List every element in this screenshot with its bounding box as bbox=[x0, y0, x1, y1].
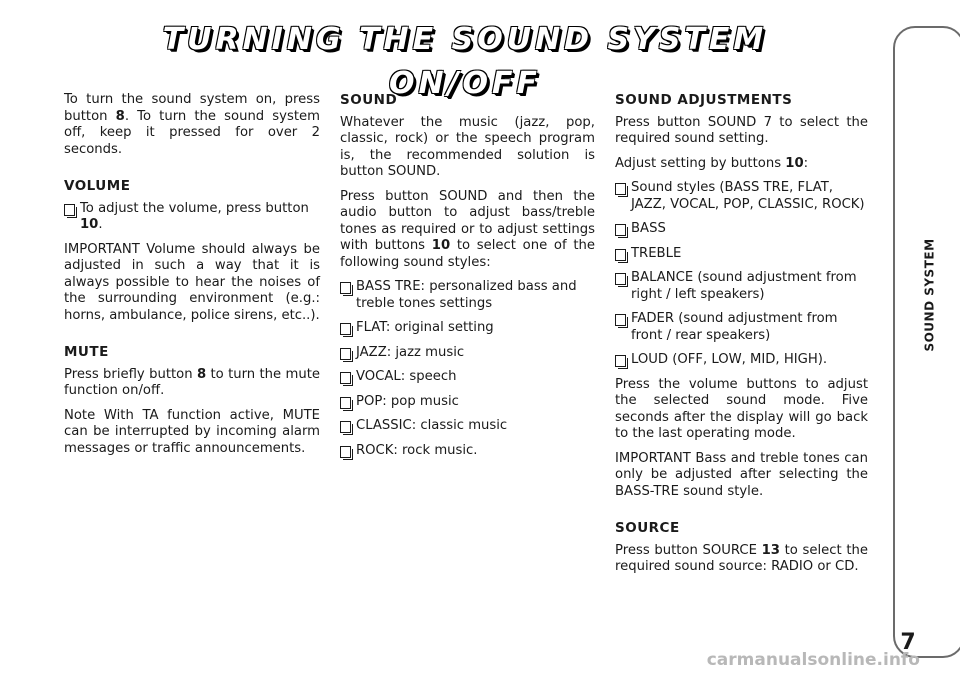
checkbox-bullet-icon bbox=[615, 183, 626, 195]
list-item: CLASSIC: classic music bbox=[340, 418, 595, 435]
checkbox-bullet-icon bbox=[615, 249, 626, 261]
mute-heading: MUTE bbox=[64, 344, 109, 360]
list-item: POP: pop music bbox=[340, 394, 595, 411]
checkbox-bullet-icon bbox=[340, 282, 351, 294]
list-item: FADER (sound adjustment from front / rear speakers) bbox=[615, 311, 868, 344]
list-item: Sound styles (BASS TRE, FLAT, JAZZ, VOCAL, POP, CLASSIC, ROCK) bbox=[615, 180, 868, 213]
volume-important-note: IMPORTANT Volume should always be adjusted in such a way that it is always possible to hear the noises of the surrounding environment (e.g.: horns, ambulance, police sirens, etc..). bbox=[64, 241, 320, 323]
checkbox-bullet-icon bbox=[615, 355, 626, 367]
mute-note: Note With TA function active, MUTE can be interrupted by incoming alarm messages or traffic announcements. bbox=[64, 407, 320, 456]
mute-paragraph: Press briefly button 8 to turn the mute function on/off. bbox=[64, 366, 320, 398]
list-item: LOUD (OFF, LOW, MID, HIGH). bbox=[615, 352, 868, 369]
list-item: TREBLE bbox=[615, 246, 868, 263]
checkbox-bullet-icon bbox=[340, 397, 351, 409]
list-item: FLAT: original setting bbox=[340, 320, 595, 337]
adjustments-paragraph-3: Press the volume buttons to adjust the selected sound mode. Five seconds after the display will go back to the last operating mode. bbox=[615, 376, 868, 441]
sound-adjustments-heading: SOUND ADJUSTMENTS bbox=[615, 92, 793, 108]
checkbox-bullet-icon bbox=[615, 314, 626, 326]
column-middle bbox=[340, 92, 595, 467]
checkbox-bullet-icon bbox=[340, 421, 351, 433]
adjustments-important-note: IMPORTANT Bass and treble tones can only be adjusted after selecting the BASS-TRE sound style. bbox=[615, 450, 868, 499]
checkbox-bullet-icon bbox=[615, 224, 626, 236]
adjustments-paragraph-2: Adjust setting by buttons 10: bbox=[615, 155, 809, 171]
column-right bbox=[615, 92, 868, 584]
checkbox-bullet-icon bbox=[340, 348, 351, 360]
list-item: To adjust the volume, press button 10. bbox=[64, 201, 320, 234]
list-item: BALANCE (sound adjustment from right / left speakers) bbox=[615, 270, 868, 303]
checkbox-bullet-icon bbox=[340, 446, 351, 458]
sound-paragraph-1: Whatever the music (jazz, pop, classic, rock) or the speech program is, the recommended solution is button SOUND. bbox=[340, 114, 595, 179]
watermark: carmanualsonline.info bbox=[706, 650, 920, 670]
source-paragraph: Press button SOURCE 13 to select the required sound source: RADIO or CD. bbox=[615, 542, 869, 574]
intro-paragraph: To turn the sound system on, press button 8. To turn the sound system off, keep it pressed for over 2 seconds. bbox=[64, 92, 320, 157]
sound-heading: SOUND bbox=[340, 92, 398, 108]
list-item: BASS TRE: personalized bass and treble tones settings bbox=[340, 279, 595, 312]
checkbox-bullet-icon bbox=[340, 323, 351, 335]
column-left bbox=[64, 92, 320, 465]
list-item: JAZZ: jazz music bbox=[340, 345, 595, 362]
source-heading: SOURCE bbox=[615, 520, 680, 536]
list-item: BASS bbox=[615, 221, 868, 238]
checkbox-bullet-icon bbox=[615, 273, 626, 285]
list-item: VOCAL: speech bbox=[340, 369, 595, 386]
adjustments-paragraph-1: Press button SOUND 7 to select the required sound setting. bbox=[615, 114, 868, 146]
section-side-label: SOUND SYSTEM bbox=[923, 238, 938, 352]
checkbox-bullet-icon bbox=[64, 204, 75, 216]
page-number: 7 bbox=[900, 630, 916, 655]
checkbox-bullet-icon bbox=[340, 372, 351, 384]
list-item: ROCK: rock music. bbox=[340, 443, 595, 460]
page-title: TURNING THE SOUND SYSTEM ON/OFF bbox=[162, 22, 768, 101]
volume-heading: VOLUME bbox=[64, 178, 131, 194]
sound-paragraph-2: Press button SOUND and then the audio button to adjust bass/treble tones as required or to adjust settings with buttons 10 to select one of the following sound styles: bbox=[340, 188, 595, 270]
